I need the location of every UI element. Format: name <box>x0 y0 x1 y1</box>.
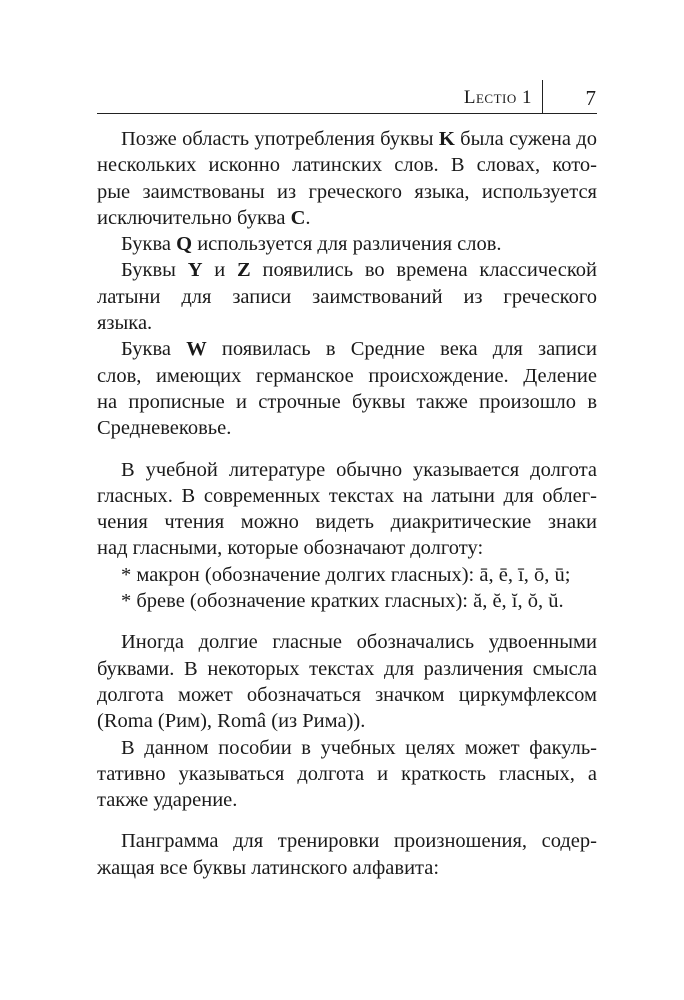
text-line <box>97 363 597 389</box>
text-segment: используется для различения слов. <box>192 233 502 256</box>
paragraph <box>97 588 597 614</box>
text-line <box>97 509 597 535</box>
text-line <box>97 761 597 787</box>
text-line <box>97 152 597 178</box>
paragraph <box>97 735 597 814</box>
text-segment: долгота может обозначаться значком циркумфлексом <box>97 683 597 706</box>
text-segment: гласных. В современных текстах на латыни для облег- <box>97 484 597 507</box>
paragraph <box>97 828 597 881</box>
text-line <box>97 562 597 588</box>
text-segment: * бреве (обозначение кратких гласных): ă, ĕ, ĭ, ŏ, ŭ. <box>121 590 564 613</box>
header-divider <box>542 80 543 114</box>
text-segment: тативно указываться долгота и краткость гласных, а <box>97 762 597 785</box>
text-line <box>97 629 597 655</box>
paragraph <box>97 336 597 441</box>
text-line <box>97 310 597 336</box>
bold-letter: K <box>438 128 455 150</box>
text-segment: слов, имеющих германское происхождение. Деление <box>97 364 597 387</box>
text-segment: Средневековье. <box>97 417 232 440</box>
text-segment: (Roma (Рим), Româ (из Рима)). <box>97 710 366 733</box>
text-segment: нескольких исконно латинских слов. В словах, кото- <box>97 154 597 177</box>
bold-letter: W <box>186 338 207 361</box>
text-line <box>97 284 597 310</box>
text-segment: была сужена до <box>454 128 597 150</box>
text-segment: Буква <box>121 338 187 361</box>
paragraph <box>97 231 597 257</box>
text-line <box>97 126 597 152</box>
bold-letter: Y <box>187 259 203 282</box>
text-line <box>97 389 597 415</box>
text-line <box>97 483 597 509</box>
bold-letter: Z <box>237 259 251 282</box>
paragraph <box>97 562 597 588</box>
text-segment: появились во времена классической <box>250 259 597 282</box>
text-segment: . <box>305 206 311 229</box>
text-line <box>97 735 597 761</box>
text-segment: Позже область употребления буквы <box>121 128 439 150</box>
text-segment: В учебной литературе обычно указывается долгота <box>121 458 597 481</box>
text-line <box>97 588 597 614</box>
text-line <box>97 535 597 561</box>
text-segment: исключительно буква <box>97 206 291 229</box>
text-segment: жащая все буквы латинского алфавита: <box>97 856 440 879</box>
text-line <box>97 708 597 734</box>
text-line <box>97 179 597 205</box>
text-line <box>97 828 597 854</box>
text-segment: появилась в Средние века для записи <box>206 338 597 361</box>
text-segment: на прописные и строчные буквы также произошло в <box>97 390 597 413</box>
text-segment: и <box>202 259 238 282</box>
text-line <box>97 787 597 813</box>
paragraph <box>97 457 597 562</box>
text-segment: чения чтения можно видеть диакритические знаки <box>97 511 597 534</box>
running-head: Lectio 1 <box>463 87 532 108</box>
text-line <box>97 336 597 362</box>
text-line <box>97 205 597 231</box>
paragraph <box>97 126 597 231</box>
text-line <box>97 656 597 682</box>
text-line <box>97 682 597 708</box>
text-segment: * макрон (обозначение долгих гласных): ā, ē, ī, ō, ū; <box>121 563 571 586</box>
text-line <box>97 457 597 483</box>
body-text <box>97 126 597 881</box>
bold-letter: C <box>290 206 306 229</box>
text-segment: над гласными, которые обозначают долготу: <box>97 537 484 560</box>
paragraph <box>97 629 597 734</box>
text-line <box>97 415 597 441</box>
bold-letter: Q <box>176 233 193 256</box>
text-segment: Буквы <box>121 259 188 282</box>
header-rule <box>97 113 597 114</box>
text-line <box>97 257 597 283</box>
text-segment: языка. <box>97 312 153 335</box>
text-segment: также ударение. <box>97 789 238 812</box>
text-segment: латыни для записи заимствований из греческого <box>97 285 597 308</box>
text-line <box>97 855 597 881</box>
text-segment: Панграмма для тренировки произношения, содер- <box>121 830 597 853</box>
text-line <box>97 231 597 257</box>
text-segment: Буква <box>121 233 177 256</box>
paragraph <box>97 257 597 336</box>
text-segment: Иногда долгие гласные обозначались удвоенными <box>121 631 597 654</box>
text-segment: буквами. В некоторых текстах для различения смысла <box>97 657 597 680</box>
page-number: 7 <box>585 86 596 110</box>
text-segment: В данном пособии в учебных целях может факуль- <box>121 736 597 759</box>
text-segment: рые заимствованы из греческого языка, используется <box>97 180 597 203</box>
